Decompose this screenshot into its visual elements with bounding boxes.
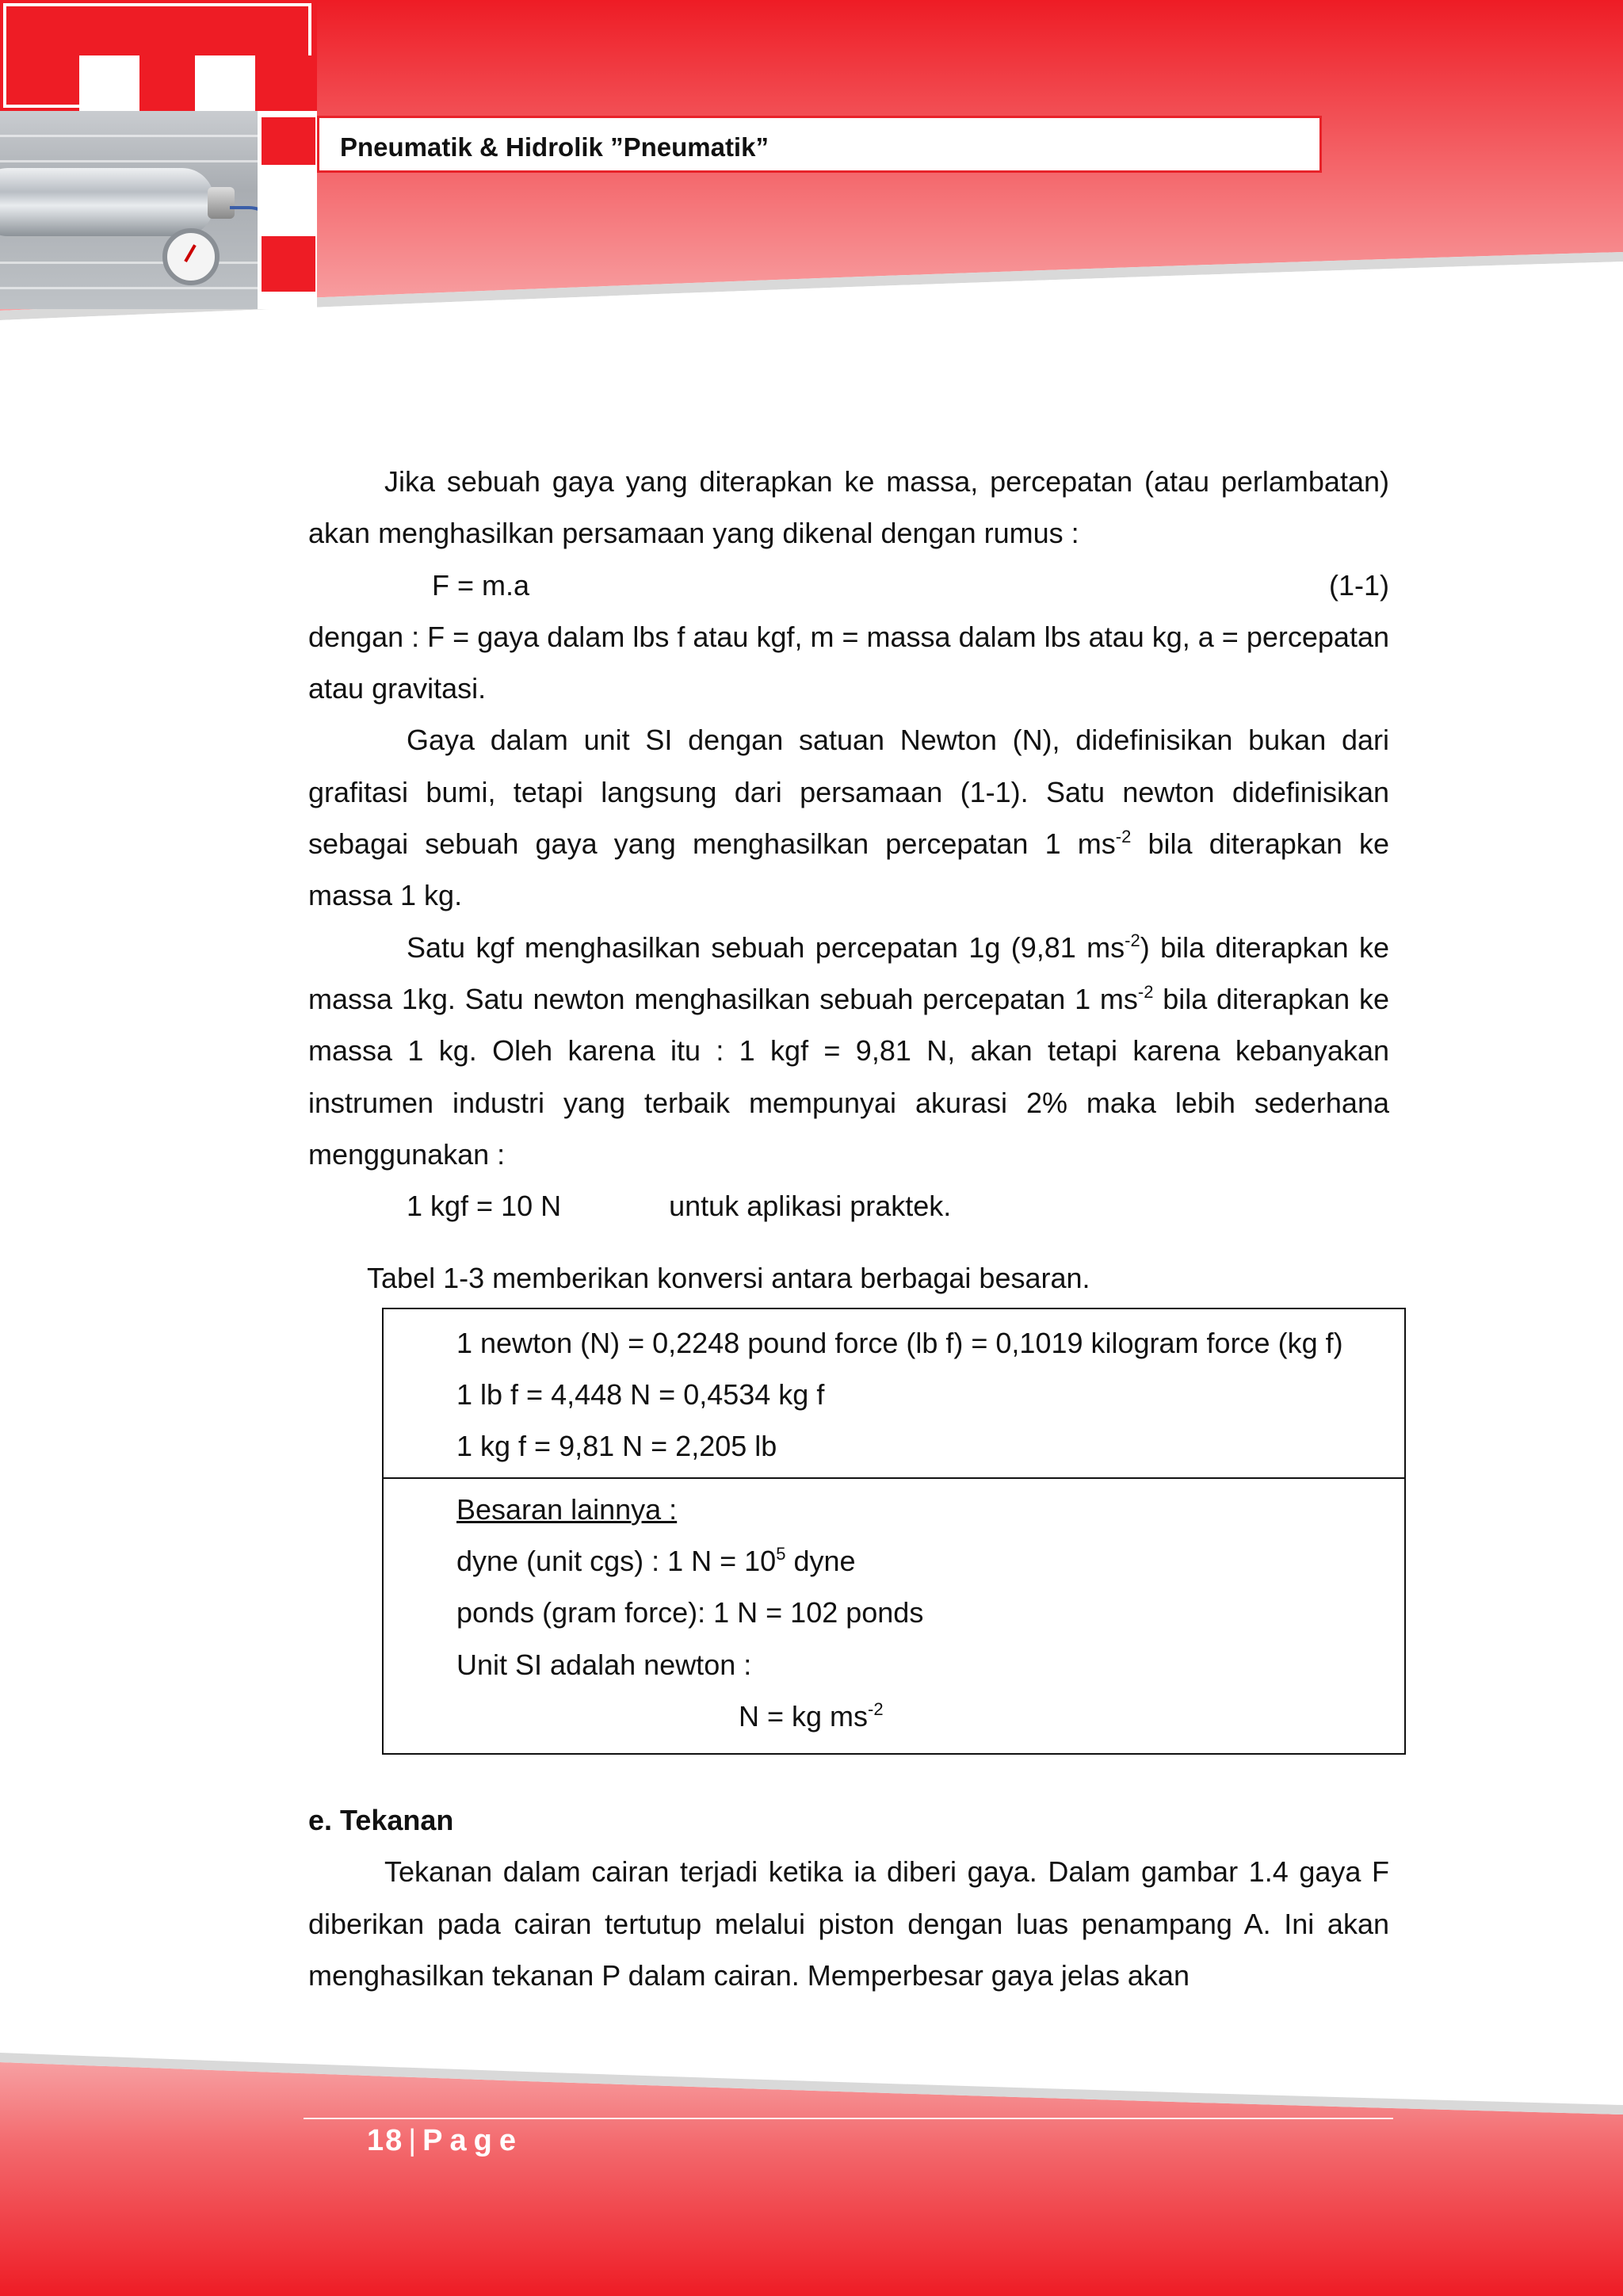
superscript: -2 [1137,981,1154,1002]
footer-banner [0,2045,1623,2296]
paragraph-newton-definition [308,714,1389,921]
hose-shape [230,206,258,273]
table-row: Unit SI adalah newton : [456,1648,752,1681]
superscript: -2 [868,1698,884,1719]
table-row: ponds (gram force): 1 N = 102 ponds [456,1596,924,1629]
table-row [398,1535,1388,1587]
page-separator: | [408,2124,418,2157]
table-row: 1 lb f = 4,448 N = 0,4534 kg f [456,1378,825,1412]
superscript: -2 [1125,930,1140,950]
page-word: Page [422,2124,523,2157]
air-tank-shape [0,168,214,236]
footer-rule [304,2118,1393,2119]
footer-decoration [0,2045,1623,2296]
pressure-gauge-icon [162,228,220,285]
equation: F = m.a [432,568,530,602]
text-run: Gaya dalam unit SI dengan satuan Newton (N), didefinisikan bukan dari grafitasi bumi, tetapi langsung dari persamaan (1-1). Satu newton didefinisikan sebagai sebuah gaya yang menghasilkan percepatan 1 ms [308,724,1389,861]
paragraph-intro: Jika sebuah gaya yang diterapkan ke massa, percepatan (atau perlambatan) akan menghasilkan persamaan yang dikenal dengan rumus : [308,465,1389,550]
other-units-heading: Besaran lainnya : [456,1492,678,1526]
text-run: bila diterapkan ke massa 1 kg. [308,827,1390,912]
header-title: Pneumatik & Hidrolik ”Pneumatik” [340,132,769,162]
pneumatic-tank-photo [0,111,258,309]
table-caption: Tabel 1-3 memberikan konversi antara berbagai besaran. [367,1262,1090,1295]
text-run: N = kg ms [739,1699,869,1733]
text-run: Satu kgf menghasilkan sebuah percepatan 1g (9,81 ms [407,930,1125,964]
section-heading: e. Tekanan [308,1804,454,1837]
paragraph-kgf [308,922,1389,1180]
equation-number: (1-1) [1328,568,1389,602]
table-row: 1 kg f = 9,81 N = 2,205 lb [456,1430,777,1463]
conversion-table-section-main [384,1309,1404,1479]
equation-row [308,560,1389,611]
page-content [308,456,1389,2001]
page-number-value: 18 [367,2124,404,2157]
superscript: 5 [776,1543,786,1564]
header-title-box [317,116,1322,173]
table-row [398,1690,1388,1742]
page-number [367,2124,523,2158]
kgf-approximation [308,1180,1389,1232]
paragraph-definitions: dengan : F = gaya dalam lbs f atau kgf, m = massa dalam lbs atau kg, a = percepatan atau gravitasi. [308,620,1389,705]
kgf-note: untuk aplikasi praktek. [669,1190,952,1223]
kgf-equation: 1 kgf = 10 N [407,1190,562,1223]
table-row: 1 newton (N) = 0,2248 pound force (lb f) = 0,1019 kilogram force (kg f) [456,1326,1343,1359]
conversion-table [382,1308,1406,1755]
text-run: dyne [785,1544,856,1577]
text-run: dyne (unit cgs) : 1 N = 10 [456,1544,777,1577]
text-run: bila diterapkan ke massa 1 kg. Oleh karena itu : 1 kgf = 9,81 N, akan tetapi karena kebanyakan instrumen industri yang terbaik mempunyai akurasi 2% maka lebih sederhana menggunakan : [308,982,1389,1171]
conversion-table-section-other [384,1479,1404,1753]
superscript: -2 [1115,827,1132,847]
paragraph-pressure: Tekanan dalam cairan terjadi ketika ia diberi gaya. Dalam gambar 1.4 gaya F diberikan pada cairan tertutup melalui piston dengan luas penampang A. Ini akan menghasilkan tekanan P dalam cairan. Memperbesar gaya jelas akan [308,1855,1389,1992]
text-run: ) bila diterapkan ke massa 1kg. Satu newton menghasilkan sebuah percepatan 1 ms [308,930,1390,1015]
